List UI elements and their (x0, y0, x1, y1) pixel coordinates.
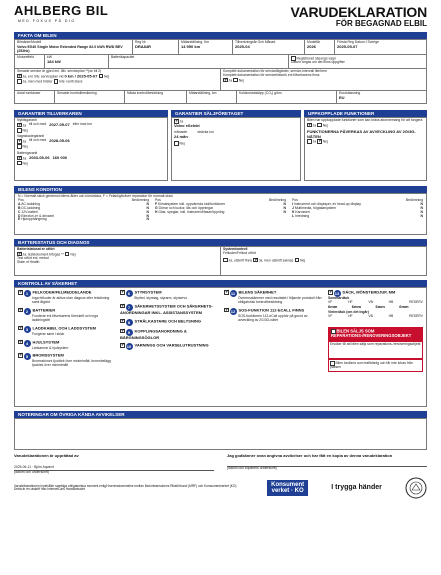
safety-desc: Bromsskivors tjocklek över minimimått, bromsbelägg tjocklek över minimimått (32, 359, 111, 368)
safety-item (224, 308, 324, 323)
condition-pos: H (155, 209, 158, 214)
label-service-brister: Ja, men med brister (22, 79, 53, 84)
doc-yes-checkbox[interactable] (223, 78, 228, 83)
label-seasonal: Registrerad säsongs vagn (296, 56, 336, 61)
label-until: till och med (29, 121, 47, 126)
tyre-depth: 6mm (399, 303, 409, 309)
condition-box (14, 193, 427, 235)
condition-pos: D (18, 213, 21, 218)
doc-no-checkbox[interactable] (233, 78, 238, 83)
safety-title: HJULSYSTEM (32, 338, 60, 344)
condition-value: N (283, 201, 286, 206)
trygg-text: I trygga händer (331, 484, 382, 492)
label-year: Tillverkningsår Och Månad (235, 40, 276, 44)
service-other-checkbox[interactable] (54, 79, 59, 84)
safety-checkbox[interactable] (18, 340, 23, 345)
label-modelyear: Modellår (307, 40, 321, 44)
connected-2g3g: FUNKTIONERNA PÅVERKAS AV AVVECKLING AV 2G/3G-NÄTEN (307, 129, 416, 139)
label-firstreg: Första Reg Datum I Sverige (337, 40, 380, 44)
tyre-position: HB (388, 299, 394, 304)
body-date: 2028-05-06 (49, 138, 70, 144)
tyre-position: VB (368, 314, 373, 319)
2g-yes-checkbox[interactable] (307, 139, 312, 144)
label-newcar-warranty: Nybilsgaranti (17, 118, 37, 122)
dangerous-row (328, 359, 423, 372)
notes-box[interactable] (14, 418, 427, 450)
connected-yes-checkbox[interactable] (307, 123, 312, 128)
summer-tyres: Sommardäck (328, 296, 350, 300)
label-no: Nej (22, 128, 28, 133)
dangerous-checkbox[interactable] (330, 361, 335, 366)
condition-text: Karosseri (295, 209, 310, 214)
label-yes: Ja (312, 139, 317, 144)
seller-months: 24 mån (174, 133, 188, 139)
tyre-position: VF (328, 314, 333, 319)
safety-checkbox[interactable] (18, 326, 23, 331)
label-yes: Ja (179, 119, 184, 124)
label-model: Bilmärke/Modell (17, 40, 42, 44)
label-maxkm: eller max km (72, 121, 92, 126)
label-yes: Ja (22, 123, 27, 128)
fineprint2: Detta är en utskrift från InternetCars Handlarbudet (14, 487, 85, 492)
condition-value: N (420, 209, 423, 214)
condition-item-label (18, 218, 47, 222)
fakta-heading: FAKTA OM BILEN (14, 32, 427, 39)
syscheck-noprint[interactable] (253, 258, 258, 263)
safety-item (18, 308, 116, 323)
km-value: 14 950 km (181, 43, 201, 49)
model-value: Volvo EX40 Single Motor Extended Range 82.0 kWh RWD BEV (252hk) (17, 44, 123, 54)
label-doc-yes: Ja (228, 78, 233, 83)
safety-number: 4 (24, 340, 31, 347)
battery-soh: State of Health (17, 260, 40, 265)
safety-number: 10 (126, 344, 132, 350)
safety-box (14, 287, 427, 407)
condition-text: Dörrar och luckor, lås och öppningar (158, 205, 214, 210)
condition-pos: A (18, 201, 21, 206)
safety-title: BILENS SÄKERHET (238, 289, 277, 295)
safety-desc: Överensstämmer med resultatet i följande protokoll från obligatorisk kontrollbesiktning (238, 296, 322, 304)
buyer-signature-hint: (datum och köparens underskrift) (227, 465, 277, 470)
label-assessment: Bedömning (131, 197, 149, 202)
safety-checkbox[interactable] (18, 308, 23, 313)
tyre-position: VF (328, 299, 333, 304)
system-check-label: Systemkontroll (223, 247, 248, 251)
label-pos: Pos (292, 197, 298, 202)
modelyear-value: 2026 (307, 43, 316, 49)
condition-heading: BILENS KONDITION (14, 186, 427, 193)
tyre-position: HF (348, 314, 353, 319)
repair-object-banner (328, 327, 423, 341)
label-reg: Reg Nr (135, 40, 146, 44)
repair-object-checkbox[interactable] (331, 329, 336, 334)
kon-line2: verket · KO (271, 488, 304, 495)
condition-pos: B (18, 205, 21, 210)
label-service-other: Inte i enlit stavs (59, 79, 83, 84)
condition-value: N (420, 213, 423, 218)
label-assessment: Bedömning (405, 197, 423, 202)
safety-checkbox[interactable] (120, 329, 125, 334)
safety-desc: Fungerar samt i skick (32, 331, 65, 336)
repair-object-text: Ersöker till att bilen säljs som reparations-/renoveringsobjekt (328, 341, 423, 359)
service-brister-checkbox[interactable] (17, 79, 22, 84)
safety-desc: Styrled, styrstag, styrarm, styrservo (134, 296, 188, 300)
tyre-position: VB (368, 299, 373, 304)
newcar-no-checkbox[interactable] (17, 128, 22, 133)
label-km: Mätarställning, Km (181, 40, 210, 44)
2g-no-checkbox[interactable] (317, 139, 322, 144)
condition-value: N (146, 205, 149, 210)
tyre-position: RESERV (409, 299, 423, 304)
tyre-depth: 6mm (375, 303, 385, 309)
euro-value: EU (339, 94, 345, 100)
safety-number: 8 (126, 319, 133, 326)
safety-number: 9 (126, 329, 133, 336)
label-doc-no: Nej (238, 78, 244, 83)
safety-number: 11 (230, 291, 236, 296)
condition-text: DC-laddning (21, 205, 41, 210)
battery-test-label: Batteristatusat ar utfört (17, 247, 55, 251)
safety-item (18, 290, 116, 305)
condition-text: Hjulupphängning (21, 217, 47, 222)
tyre-depth: 6mm (328, 303, 338, 309)
label-pos: Pos (155, 197, 161, 202)
fakta-box (14, 39, 427, 104)
safety-title: LADDKABEL OCH LADDSYSTEM (32, 324, 96, 330)
safety-item (120, 304, 220, 316)
safety-number: 6 (126, 290, 133, 297)
label-owners: Antal tumlanser (17, 91, 41, 95)
safety-title: BATTERIER (32, 307, 56, 313)
tyre-depth: 6mm (351, 303, 362, 309)
battery-no-checkbox[interactable] (17, 161, 22, 166)
label-yes: Ja (312, 123, 317, 128)
warranty-manufacturer (14, 110, 168, 182)
battery-date: 2033-05-06 (29, 154, 50, 160)
condition-value: N (420, 201, 423, 206)
safety-desc: Inga felkoder är aktiva utan diagnos eller felsökning samt åtgärd (32, 296, 110, 304)
safety-title: SÄKERHETSSYSTEM OCH SÄKERHETS-ANORDNINGAR INKL. ASSISTANSSYSTEM (120, 303, 213, 315)
label-co2: Koldioxidutsläpp (CO₂) g/km (239, 91, 282, 95)
label-no: Nej (179, 141, 185, 146)
safety-item (120, 343, 220, 350)
label-assessment: Bedömning (268, 197, 286, 202)
service-no-checkbox[interactable] (99, 74, 104, 79)
battery-test-yes[interactable] (17, 252, 22, 257)
body-yes-checkbox[interactable] (17, 139, 22, 144)
warranty-heading: GARANTIER TILLVERKAREN (14, 110, 168, 117)
safety-title: STRÅLKASTARE OCH BELYSNING (134, 317, 201, 323)
condition-column (292, 199, 423, 222)
label-power: Motoreffekt (17, 55, 34, 59)
safety-checkbox[interactable] (120, 304, 125, 309)
safety-title: BROMSSYSTEM (32, 352, 64, 358)
condition-value: N (283, 209, 286, 214)
label-seasonal-note: Datum angas om det finns uppgifter (291, 60, 345, 65)
condition-value: N (283, 205, 286, 210)
label-months: månader (174, 129, 188, 134)
connected-text: Bilen har uppkopplade funktioner som kan kräva abonnemang för att fungera (307, 118, 423, 122)
konsumentverket-logo (267, 480, 308, 496)
label-no: Nej (22, 161, 28, 166)
battery-test-doc: Ja, testdokument bifogas ** (22, 252, 64, 257)
signature-hint: (datum och underskrift) (14, 469, 49, 474)
safety-checkbox[interactable] (120, 290, 125, 295)
condition-pos: I (292, 201, 293, 206)
label-printout: Ja, utskrift finns (228, 258, 253, 263)
tyre-position: HB (388, 314, 394, 319)
seller-no-checkbox[interactable] (174, 141, 179, 146)
connected-heading: UPPKOPPLADE FUNKTIONER (304, 110, 427, 117)
condition-text: Inredning (295, 213, 310, 218)
safety-number: 5 (24, 353, 31, 360)
condition-pos: K (292, 209, 295, 214)
label-service: Senaste service är gjord enl. tillv. serviceplan **(se bil 2) (17, 69, 102, 73)
label-until: till och med (29, 138, 47, 143)
condition-text: Multimedia, högtalarsystem (294, 205, 337, 210)
label-body-warranty: Vagnskadegaranti (17, 134, 45, 139)
notes-heading: NOTERINGAR OM ÖVRIGA KÄNDA AVVIKELSER (14, 411, 427, 418)
condition-pos: E (18, 217, 21, 222)
newcar-yes-checkbox[interactable] (17, 123, 22, 128)
condition-pos: J (292, 205, 294, 210)
label-no: Nej (22, 144, 28, 149)
year-value: 2025-04 (235, 43, 250, 49)
condition-value: N (146, 209, 149, 214)
safety-desc: Länkarmar & hjulsystem (32, 345, 69, 350)
safety-number: 1 (24, 290, 31, 297)
condition-item-label (292, 215, 309, 219)
condition-item (155, 211, 286, 215)
condition-text: AC-laddning (21, 201, 40, 206)
tyres-checkbox[interactable] (328, 290, 333, 295)
label-no: Nej (300, 258, 306, 263)
condition-note: N = Normalt skick gentemot bilens ålder och körsträcka, F = Felaktig/kräver reparation för normalt skick (18, 194, 173, 198)
label-yes: Ja (22, 155, 27, 160)
condition-item-label (155, 211, 224, 215)
label-pos: Pos (18, 197, 24, 202)
doc-title: VARUDEKLARATION (290, 4, 427, 20)
logo-text: AHLBERG BIL (14, 3, 109, 18)
repair-object-title: BILEN SÄLJS SOM REPARATIONS-/RENOVERINGSOBJEKT (331, 328, 412, 339)
condition-text: Glas, speglar, inkl. instrument/fasar/öppning (158, 209, 225, 214)
logo (14, 4, 108, 23)
label-no: Nej (322, 139, 328, 144)
safety-title: FELKODER/FELMEDDELANDE (32, 289, 92, 295)
dangerous-text: Bilen bedöms som trafikfarlig och får inte köras från platsen (330, 361, 413, 370)
reg-value: DRA84R (135, 43, 152, 49)
safety-item (18, 340, 116, 351)
safety-checkbox[interactable] (18, 290, 23, 295)
service-value: 0 km / 2025-05-07 (64, 73, 98, 79)
battery-method: Test utfört enl. metod (17, 256, 49, 261)
label-last-insp: Senaste kontrollbesiktning (57, 91, 97, 95)
syscheck-no[interactable] (295, 258, 300, 263)
battery-yes-checkbox[interactable] (17, 156, 22, 161)
condition-pos: L (292, 213, 295, 218)
tyres-title: DÄCK, MÖNSTERDJUP, MM (342, 289, 396, 295)
condition-value: N (146, 217, 149, 222)
battery-heading: BATTERISTATUS OCH DIAGNOS (14, 239, 427, 246)
safety-item (120, 290, 220, 301)
seller-heading: GARANTIER SÄLJFÖRETAGET (171, 110, 301, 117)
label-yes: Ja (22, 139, 27, 144)
condition-text: Instrument och displayer, ev head-up display (293, 201, 362, 206)
label-doc2: Komplett dokumentation för servicehistorik enl tillverkarens finns (223, 72, 320, 77)
safety-title: STYRSYSTEM (134, 289, 162, 295)
firstreg-value: 2025-05-07 (337, 43, 358, 49)
condition-text: Elmotor/-er & drivaxel (21, 213, 55, 218)
label-next-insp: Nästa kontrollbesiktning (127, 91, 163, 95)
label-euro: Euroklassning (339, 91, 361, 95)
safety-item (18, 326, 116, 337)
system-check-sub: Felkoder/Felkod utfört (223, 250, 256, 255)
condition-pos: G (155, 205, 158, 210)
battery-box (14, 246, 427, 276)
label-battery: Batterikapacitet (111, 55, 135, 59)
label-no: Nej (70, 252, 76, 257)
kon-line1: Konsument (271, 482, 305, 489)
condition-text: Klimatsystem inkl. uppvärmda stol/funktioner (158, 201, 226, 206)
condition-value: N (146, 201, 149, 206)
label-battery-warranty: Batterigaranti (17, 150, 38, 155)
label-no: Nej (322, 123, 328, 128)
safety-item (224, 290, 324, 305)
safety-title: KOPPLINGSANORDNING & BÄRGNINGSÖGLOR (120, 327, 187, 340)
safety-item (120, 329, 220, 341)
safety-number: 12 (230, 308, 236, 314)
condition-pos: C (18, 209, 21, 214)
safety-item (18, 353, 116, 368)
signature-seller: 2025-06-11 · Bjöm Aqvavit (14, 466, 214, 471)
condition-item (18, 218, 149, 222)
tagline: MED FOKUS PÅ DIG (18, 18, 76, 23)
connected-functions (304, 110, 427, 182)
condition-value: N (146, 213, 149, 218)
safety-heading: KONTROLL AV SÄKERHET (14, 280, 427, 287)
label-doc: Komplett dokumentation för serviceåtgärder, service-intervall lite/hem (223, 69, 327, 73)
newcar-date: 2027-05-07 (49, 121, 70, 127)
safety-desc: Funderar enl tillverkarens föreskrift och inga laddningsfel (32, 313, 98, 322)
safety-checkbox[interactable] (120, 343, 125, 348)
safety-title: SOS-FUNKTION 112-ECALL FINNS (238, 307, 305, 313)
condition-value: N (420, 205, 423, 210)
safety-item (120, 319, 220, 326)
header (14, 4, 427, 32)
tyre-position: HF (348, 299, 353, 304)
safety-checkbox[interactable] (120, 319, 125, 324)
label-kw: kW (47, 55, 52, 59)
body-no-checkbox[interactable] (17, 144, 22, 149)
tyres-column (328, 290, 423, 404)
condition-text: 12V-batteri (21, 209, 38, 214)
safety-checkbox[interactable] (224, 308, 229, 313)
safety-checkbox[interactable] (224, 290, 229, 295)
seller-warranty-name: Volvo eSelekt (174, 123, 200, 129)
label-service-no: Nej (104, 74, 110, 79)
seasonal-checkbox[interactable] (291, 56, 296, 61)
title-block (291, 4, 427, 28)
footer (14, 454, 427, 474)
tyre-position: RESERV (409, 314, 423, 319)
safety-number: 7 (126, 304, 133, 311)
syscheck-printout[interactable] (223, 258, 228, 263)
fineprint: Varudeklarationen innehåller samtliga obligatoriska moment enligt överenskommelse mellan Motorbranschens Riksförbund (MRF) och Konsumentverket (KO) (14, 483, 237, 488)
label-distance: sträcka km (197, 129, 214, 134)
condition-pos: F (155, 201, 158, 206)
battery-test-no[interactable] (65, 252, 70, 257)
safety-desc: SOS-funktionen 112-eCall upphör på grund av avveckling av 2G/3G-nätet (238, 313, 308, 322)
condition-column (155, 199, 286, 222)
safety-title: VARNINGS OCH VARSELUTRUSTNING (134, 342, 209, 348)
battery-km: 160 000 (52, 154, 68, 160)
doc-subtitle: FÖR BEGAGNAD ELBIL (335, 19, 427, 29)
tyres-number: 13 (334, 291, 340, 296)
safety-number: 2 (24, 308, 31, 315)
label-noprint: Ja, men utskrift saknas (258, 258, 294, 263)
winter-tyres: Vinterdäck (om det ingår) (328, 310, 369, 315)
safety-number: 3 (24, 326, 31, 333)
seller-yes-checkbox[interactable] (174, 119, 179, 124)
prepared-by: Varudeklarationen är upprättad av (14, 453, 79, 458)
condition-column (18, 199, 149, 222)
kw-value: 184 kW (47, 58, 61, 64)
warranty-seller (171, 110, 301, 182)
mrf-seal-icon (405, 477, 427, 499)
connected-no-checkbox[interactable] (317, 123, 322, 128)
label-service-yes: Ja, enl. tillv. serviceplan vid (22, 74, 64, 79)
safety-checkbox[interactable] (18, 353, 23, 358)
buyer-approval: Jag godkänner ovan angivna avvikelser och har fått en kopia av denna varudeklaration (227, 453, 393, 458)
label-insp-km: Mätarställning, km (189, 91, 217, 95)
condition-item (292, 215, 423, 219)
service-yes-checkbox[interactable] (17, 74, 22, 79)
